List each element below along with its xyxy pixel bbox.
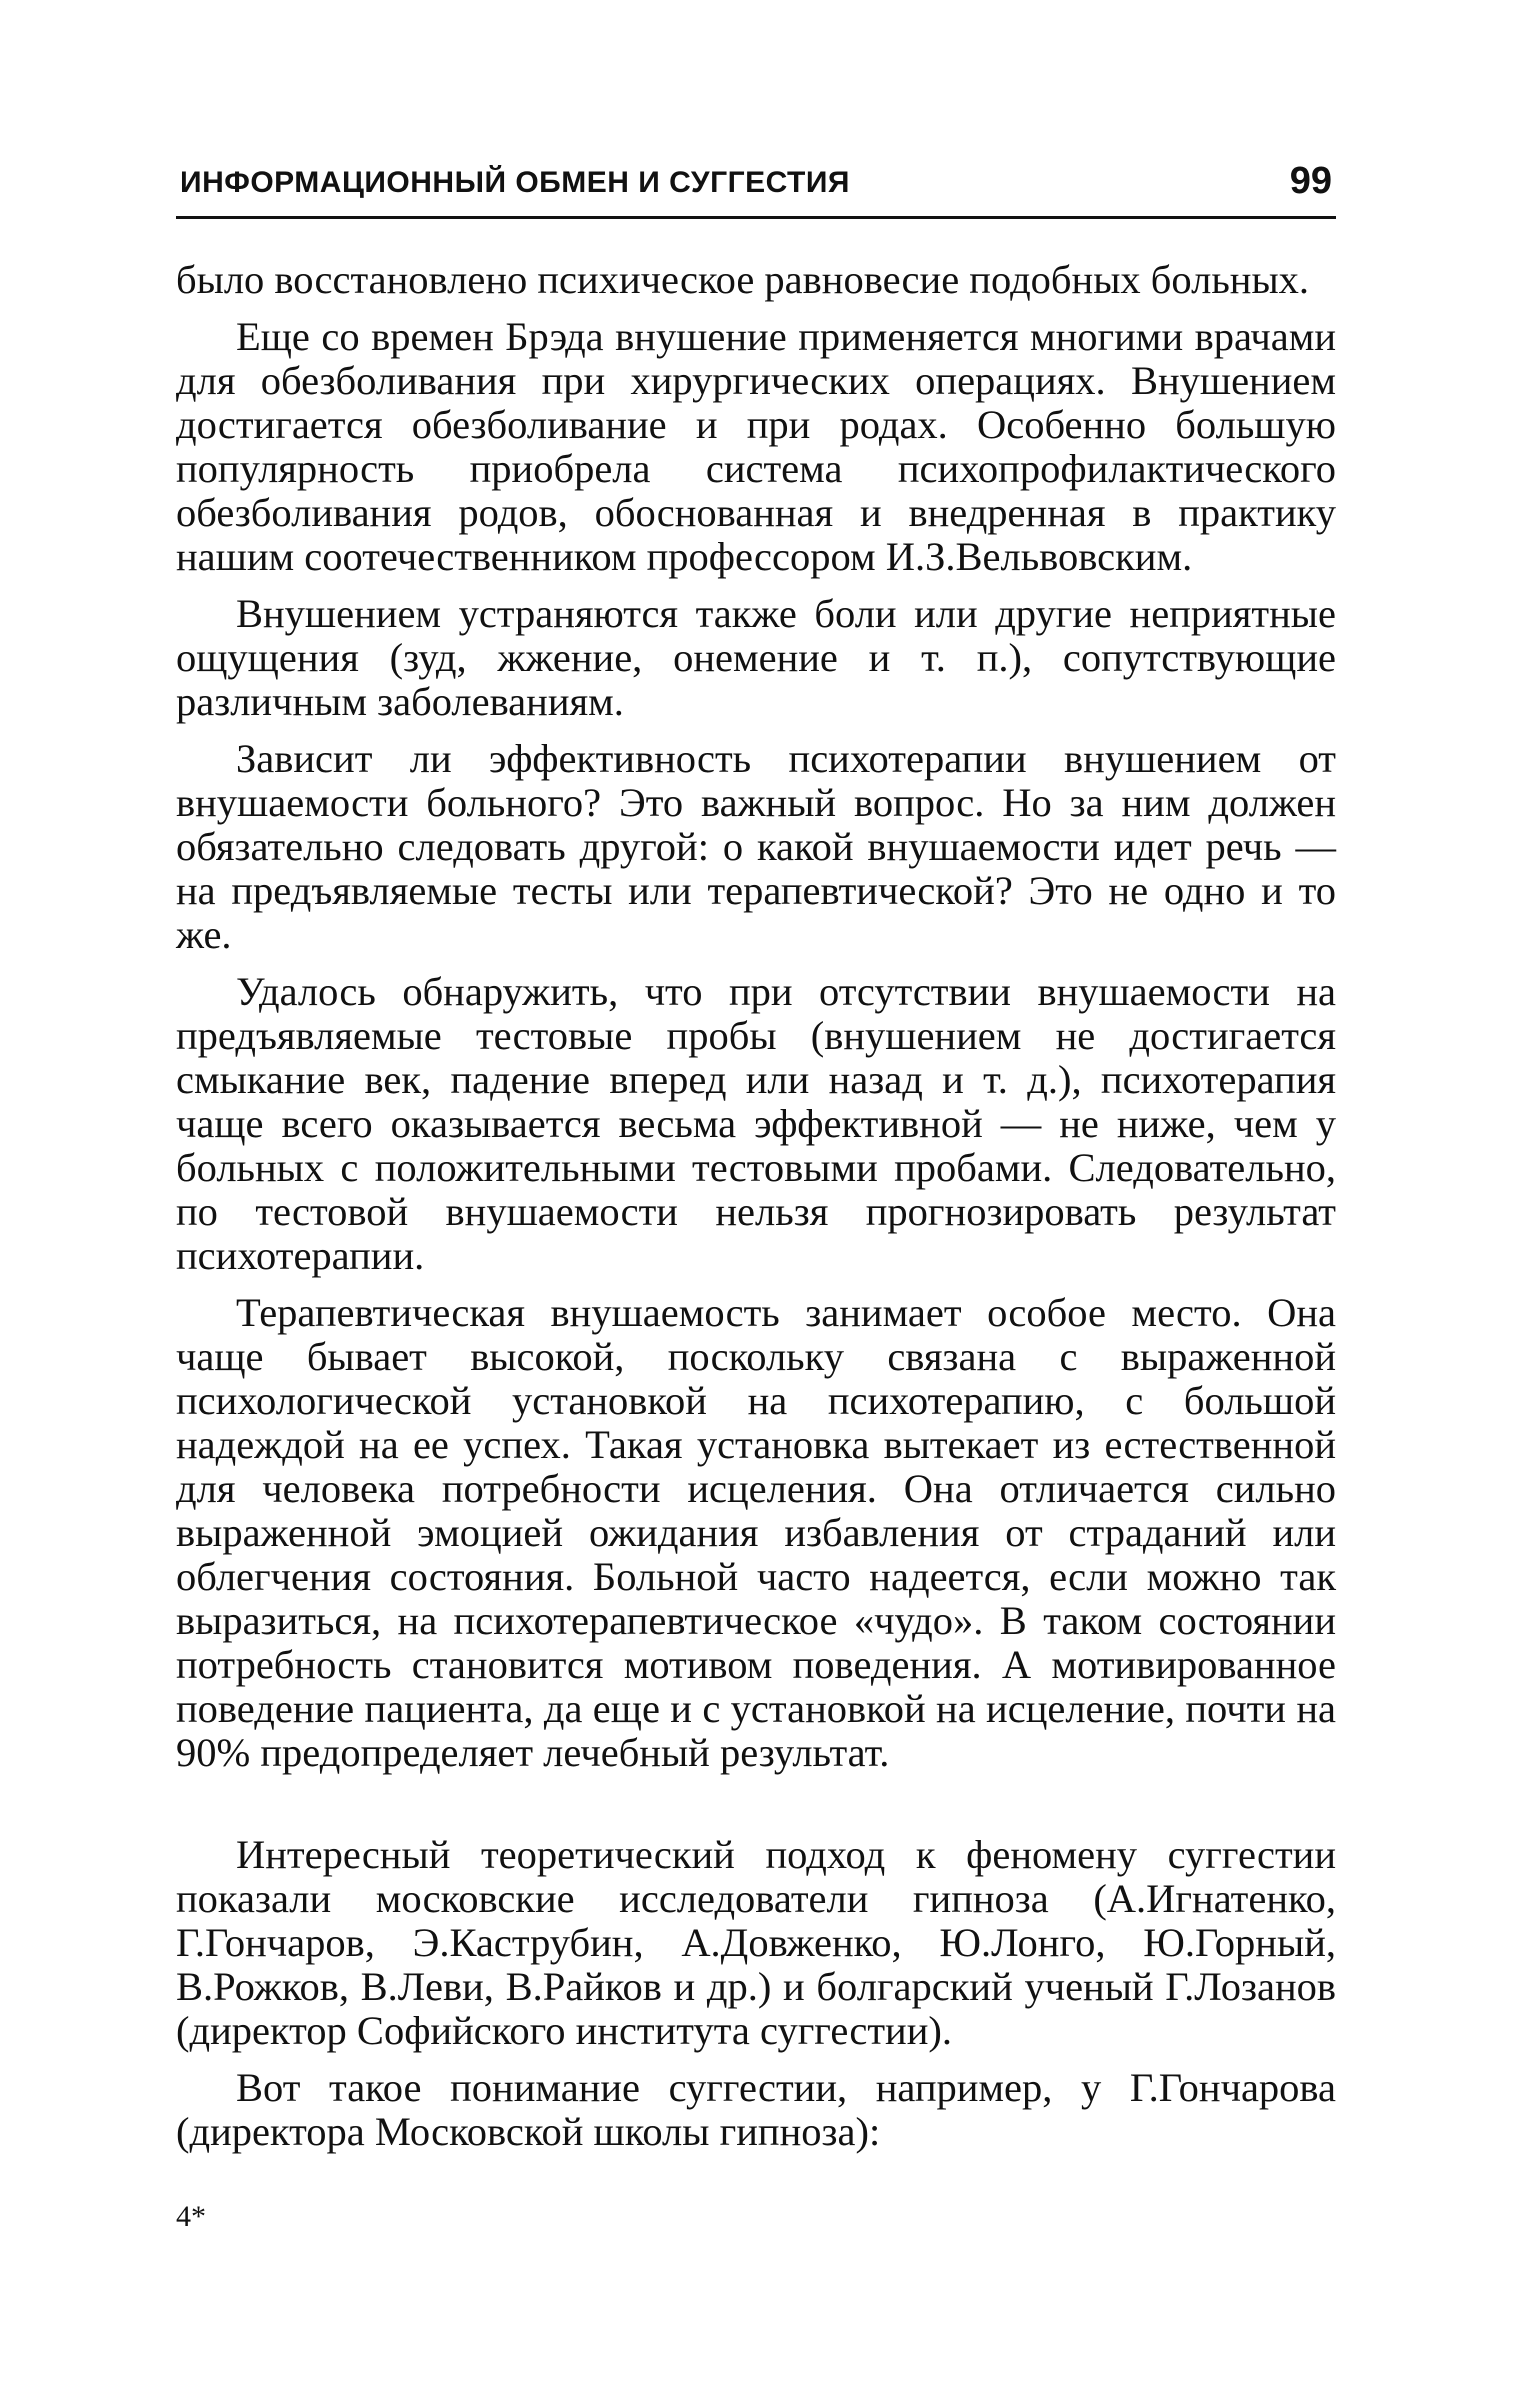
paragraph: Зависит ли эффективность психотерапии внушением от внушаемости больного? Это важный вопрос. Но за ним должен обязательно следовать другой: о какой внушаемости идет речь — на предъявляемые тесты или терапевтической? Это не одно и то же. xyxy=(176,736,1336,957)
paragraph: Удалось обнаружить, что при отсутствии внушаемости на предъявляемые тестовые пробы (внушением не достигается смыкание век, падение вперед или назад и т. д.), психотерапия чаще всего оказывается весьма эффективной — не ниже, чем у больных с положительными тестовыми пробами. Следовательно, по тестовой внушаемости нельзя прогнозировать результат психотерапии. xyxy=(176,969,1336,1278)
page-number: 99 xyxy=(1289,160,1332,202)
body-text xyxy=(176,258,1336,2167)
running-header xyxy=(176,160,1336,219)
running-title: ИНФОРМАЦИОННЫЙ ОБМЕН И СУГГЕСТИЯ xyxy=(180,166,850,199)
paragraph: Интересный теоретический подход к феномену суггестии показали московские исследователи гипноза (А.Игнатенко, Г.Гончаров, Э.Каструбин, А.Довженко, Ю.Лонго, Ю.Горный, В.Рожков, В.Леви, В.Райков и др.) и болгарский ученый Г.Лозанов (директор Софийского института суггестии). xyxy=(176,1832,1336,2053)
paragraph-continued: было восстановлено психическое равновесие подобных больных. xyxy=(176,257,1310,302)
paragraph: Терапевтическая внушаемость занимает особое место. Она чаще бывает высокой, поскольку связана с выраженной психологической установкой на психотерапию, с большой надеждой на ее успех. Такая установка вытекает из естественной для человека потребности исцеления. Она отличается сильно выраженной эмоцией ожидания избавления от страданий или облегчения состояния. Больной часто надеется, если можно так выразиться, на психотерапевтическое «чудо». В таком состоянии потребность становится мотивом поведения. А мотивированное поведение пациента, да еще и с установкой на исцеление, почти на 90% предопределяет лечебный результат. xyxy=(176,1290,1336,1775)
paragraph: Еще со времен Брэда внушение применяется многими врачами для обезболивания при хирургических операциях. Внушением достигается обезболивание и при родах. Особенно большую популярность приобрела система психопрофилактического обезболивания родов, обоснованная и внедренная в практику нашим соотечественником профессором И.З.Вельвовским. xyxy=(176,314,1336,579)
signature-mark: 4* xyxy=(176,2200,206,2233)
paragraph: Вот такое понимание суггестии, например, у Г.Гончарова (директора Московской школы гипноза): xyxy=(176,2065,1336,2154)
paragraph: Внушением устраняются также боли или другие неприятные ощущения (зуд, жжение, онемение и т. п.), сопутствующие различным заболеваниям. xyxy=(176,591,1336,724)
